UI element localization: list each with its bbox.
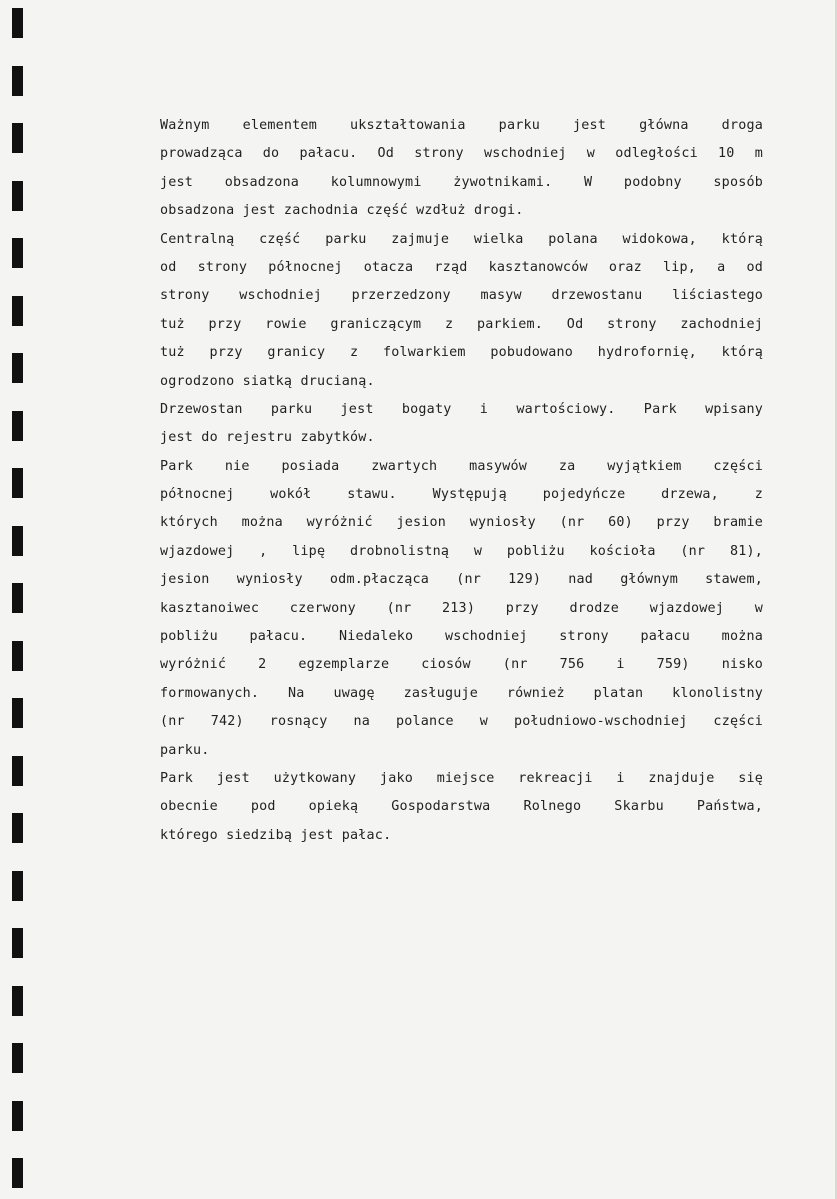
- punch-hole: [12, 526, 23, 556]
- text-line: Park nie posiada zwartych masywów za wyjątkiem części: [160, 458, 763, 474]
- punch-hole: [12, 698, 23, 728]
- paragraph: [160, 396, 763, 453]
- punch-hole: [12, 8, 23, 38]
- text-line: jest do rejestru zabytków.: [160, 430, 375, 446]
- text-line: od strony północnej otacza rząd kasztanowców oraz lip, a od: [160, 259, 763, 275]
- punch-hole: [12, 1158, 23, 1188]
- punch-hole: [12, 66, 23, 96]
- punch-hole: [12, 296, 23, 326]
- text-line: Drzewostan parku jest bogaty i wartościowy. Park wpisany: [160, 401, 763, 417]
- text-line: jest obsadzona kolumnowymi żywotnikami. W podobny sposób: [160, 174, 763, 190]
- text-line: pobliżu pałacu. Niedaleko wschodniej strony pałacu można: [160, 629, 763, 645]
- punch-hole: [12, 411, 23, 441]
- punch-hole: [12, 641, 23, 671]
- text-line: tuż przy rowie graniczącym z parkiem. Od strony zachodniej: [160, 316, 763, 332]
- paragraph: [160, 765, 763, 850]
- text-line: (nr 742) rosnący na polance w południowo-wschodniej części: [160, 714, 763, 730]
- punch-hole: [12, 871, 23, 901]
- text-line: obsadzona jest zachodnia część wzdłuż drogi.: [160, 203, 524, 219]
- text-line: obecnie pod opieką Gospodarstwa Rolnego Skarbu Państwa,: [160, 799, 763, 815]
- punch-hole: [12, 123, 23, 153]
- punch-hole: [12, 583, 23, 613]
- punch-hole: [12, 238, 23, 268]
- punch-hole: [12, 986, 23, 1016]
- text-line: kasztanoiwec czerwony (nr 213) przy drodze wjazdowej w: [160, 600, 763, 616]
- text-line: jesion wyniosły odm.płacząca (nr 129) nad głównym stawem,: [160, 572, 763, 588]
- text-line: których można wyróżnić jesion wyniosły (nr 60) przy bramie: [160, 515, 763, 531]
- punch-hole: [12, 353, 23, 383]
- text-line: Centralną część parku zajmuje wielka polana widokowa, którą: [160, 231, 763, 247]
- punch-hole: [12, 813, 23, 843]
- text-line: parku.: [160, 742, 210, 758]
- text-line: którego siedzibą jest pałac.: [160, 827, 392, 843]
- text-line: strony wschodniej przerzedzony masyw drzewostanu liściastego: [160, 288, 763, 304]
- text-line: ogrodzono siatką drucianą.: [160, 373, 375, 389]
- body-text: [160, 112, 763, 850]
- binding-holes: [12, 0, 26, 1199]
- paragraph: [160, 226, 763, 396]
- punch-hole: [12, 756, 23, 786]
- text-line: formowanych. Na uwagę zasługuje również platan klonolistny: [160, 685, 763, 701]
- text-line: Park jest użytkowany jako miejsce rekreacji i znajduje się: [160, 770, 763, 786]
- paragraph: [160, 112, 763, 226]
- text-line: wyróżnić 2 egzemplarze ciosów (nr 756 i 759) nisko: [160, 657, 763, 673]
- text-line: prowadząca do pałacu. Od strony wschodniej w odległości 10 m: [160, 146, 763, 162]
- text-line: północnej wokół stawu. Występują pojedyńcze drzewa, z: [160, 487, 763, 503]
- punch-hole: [12, 1101, 23, 1131]
- paragraph: [160, 453, 763, 765]
- punch-hole: [12, 1043, 23, 1073]
- punch-hole: [12, 181, 23, 211]
- text-line: tuż przy granicy z folwarkiem pobudowano hydrofornię, którą: [160, 345, 763, 361]
- punch-hole: [12, 468, 23, 498]
- punch-hole: [12, 928, 23, 958]
- text-line: wjazdowej , lipę drobnolistną w pobliżu kościoła (nr 81),: [160, 543, 763, 559]
- text-line: Ważnym elementem ukształtowania parku jest główna droga: [160, 118, 763, 133]
